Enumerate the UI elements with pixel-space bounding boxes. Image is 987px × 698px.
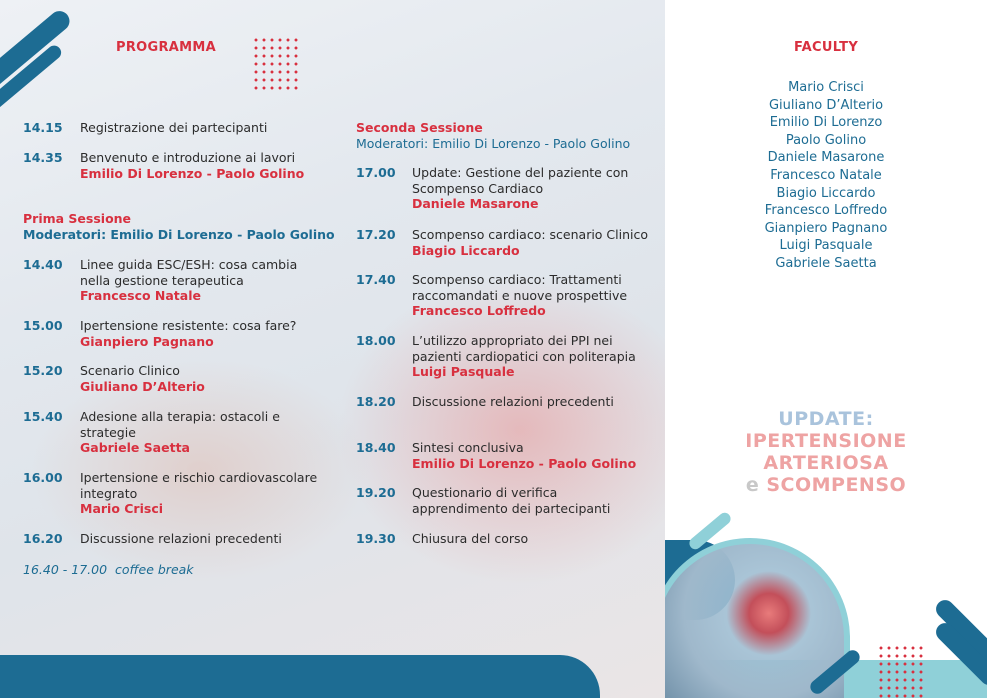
program-item: [356, 394, 614, 410]
bottom-bar: [0, 655, 600, 698]
item-speaker: Daniele Masarone: [412, 196, 539, 211]
program-item: [356, 485, 610, 516]
cover-title-line: UPDATE:: [778, 408, 874, 430]
item-time: 14.35: [23, 150, 63, 165]
program-item: [23, 470, 317, 517]
program-item: [356, 165, 628, 212]
item-title: Benvenuto e introduzione ai lavori: [80, 150, 296, 165]
item-title: Scompenso cardiaco: scenario Clinico: [412, 227, 649, 242]
item-speaker: Francesco Loffredo: [412, 303, 546, 318]
cover-title-line: IPERTENSIONE: [745, 430, 907, 452]
faculty-list: [665, 79, 987, 273]
item-title: Discussione relazioni precedenti: [412, 394, 614, 409]
item-time: 16.20: [23, 531, 63, 546]
program-item: [356, 333, 636, 380]
coffee-break: 16.40 - 17.00 coffee break: [23, 562, 194, 577]
item-time: 15.00: [23, 318, 63, 333]
item-title: strategie: [80, 424, 136, 440]
item-time: 17.20: [356, 227, 396, 242]
item-time: 15.20: [23, 363, 63, 378]
faculty-name: Giuliano D’Alterio: [768, 97, 884, 113]
item-title: L’utilizzo appropriato dei PPI nei: [412, 333, 613, 348]
item-title: Scenario Clinico: [80, 363, 180, 378]
program-item: [356, 272, 627, 319]
faculty-name: Luigi Pasquale: [779, 238, 873, 254]
decor-dots: [252, 36, 300, 92]
session-heading: [23, 211, 335, 242]
faculty-name: Mario Crisci: [788, 80, 864, 95]
session-moderators: Moderatori: Emilio Di Lorenzo - Paolo Golino: [356, 135, 631, 151]
program-item: [356, 440, 636, 471]
cover-title: [665, 408, 987, 496]
cover-title-line: ARTERIOSA: [763, 452, 889, 474]
item-time: 18.00: [356, 333, 396, 348]
session-moderators: Moderatori: Emilio Di Lorenzo - Paolo Golino: [23, 226, 335, 242]
item-title: Chiusura del corso: [412, 531, 529, 546]
program-item: [23, 363, 205, 394]
item-speaker: Mario Crisci: [80, 501, 164, 516]
program-item: [356, 227, 648, 258]
item-speaker: Emilio Di Lorenzo - Paolo Golino: [80, 165, 305, 181]
item-time: 16.00: [23, 470, 63, 485]
item-title: pazienti cardiopatici con politerapia: [412, 348, 636, 364]
item-title: Ipertensione e rischio cardiovascolare: [80, 470, 318, 485]
program-item: [23, 257, 297, 304]
program-item: [23, 409, 280, 456]
item-speaker: Gabriele Saetta: [80, 440, 190, 455]
faculty-name: Paolo Golino: [785, 132, 867, 148]
faculty-name: Gabriele Saetta: [775, 255, 877, 271]
item-title: Ipertensione resistente: cosa fare?: [80, 318, 297, 333]
faculty-name: Biagio Liccardo: [776, 185, 876, 201]
item-title: raccomandati e nuove prospettive: [412, 287, 628, 303]
item-title: Sintesi conclusiva: [412, 440, 524, 455]
program-item: [23, 318, 296, 349]
item-title: nella gestione terapeutica: [80, 272, 244, 288]
item-time: 17.40: [356, 272, 396, 287]
item-title: apprendimento dei partecipanti: [412, 500, 611, 516]
faculty-name: Francesco Loffredo: [764, 203, 888, 219]
faculty-name: Emilio Di Lorenzo: [769, 115, 883, 131]
item-title: integrato: [80, 485, 138, 501]
program-header: PROGRAMMA: [116, 40, 216, 55]
cover-title-line: SCOMPENSO: [766, 474, 907, 496]
decor-dots: [877, 644, 927, 698]
cover-panel: [665, 0, 987, 698]
faculty-name: Daniele Masarone: [767, 150, 885, 166]
item-speaker: Biagio Liccardo: [412, 242, 520, 258]
program-item: [23, 120, 267, 136]
program-item: [23, 531, 282, 547]
faculty-name: Francesco Natale: [770, 167, 882, 183]
item-title: Scompenso Cardiaco: [412, 180, 544, 196]
item-title: Discussione relazioni precedenti: [80, 531, 282, 546]
item-time: 19.30: [356, 531, 396, 546]
item-time: 18.40: [356, 440, 396, 455]
item-title: Adesione alla terapia: ostacoli e: [80, 409, 280, 424]
cover-title-conj: e: [745, 474, 760, 496]
item-time: 19.20: [356, 485, 396, 500]
item-time: 14.40: [23, 257, 63, 272]
item-time: 14.15: [23, 120, 63, 135]
program-item: [356, 531, 528, 547]
item-time: 15.40: [23, 409, 63, 424]
item-speaker: Gianpiero Pagnano: [80, 333, 214, 349]
item-time: 17.00: [356, 165, 396, 180]
item-title: Registrazione dei partecipanti: [80, 120, 268, 135]
item-title: Scompenso cardiaco: Trattamenti: [412, 272, 622, 287]
faculty-header: FACULTY: [793, 40, 859, 55]
item-speaker: Luigi Pasquale: [412, 364, 515, 379]
item-speaker: Giuliano D’Alterio: [80, 378, 205, 394]
item-title: Questionario di verifica: [412, 485, 558, 500]
item-time: 18.20: [356, 394, 396, 409]
faculty-name: Gianpiero Pagnano: [764, 220, 888, 236]
item-speaker: Emilio Di Lorenzo - Paolo Golino: [412, 455, 637, 471]
session-title: Prima Sessione: [23, 211, 132, 226]
session-title: Seconda Sessione: [356, 120, 483, 135]
item-title: Update: Gestione del paziente con: [412, 165, 629, 180]
item-speaker: Francesco Natale: [80, 288, 201, 303]
session-heading: [356, 120, 630, 151]
item-title: Linee guida ESC/ESH: cosa cambia: [80, 257, 298, 272]
program-item: [23, 150, 304, 181]
